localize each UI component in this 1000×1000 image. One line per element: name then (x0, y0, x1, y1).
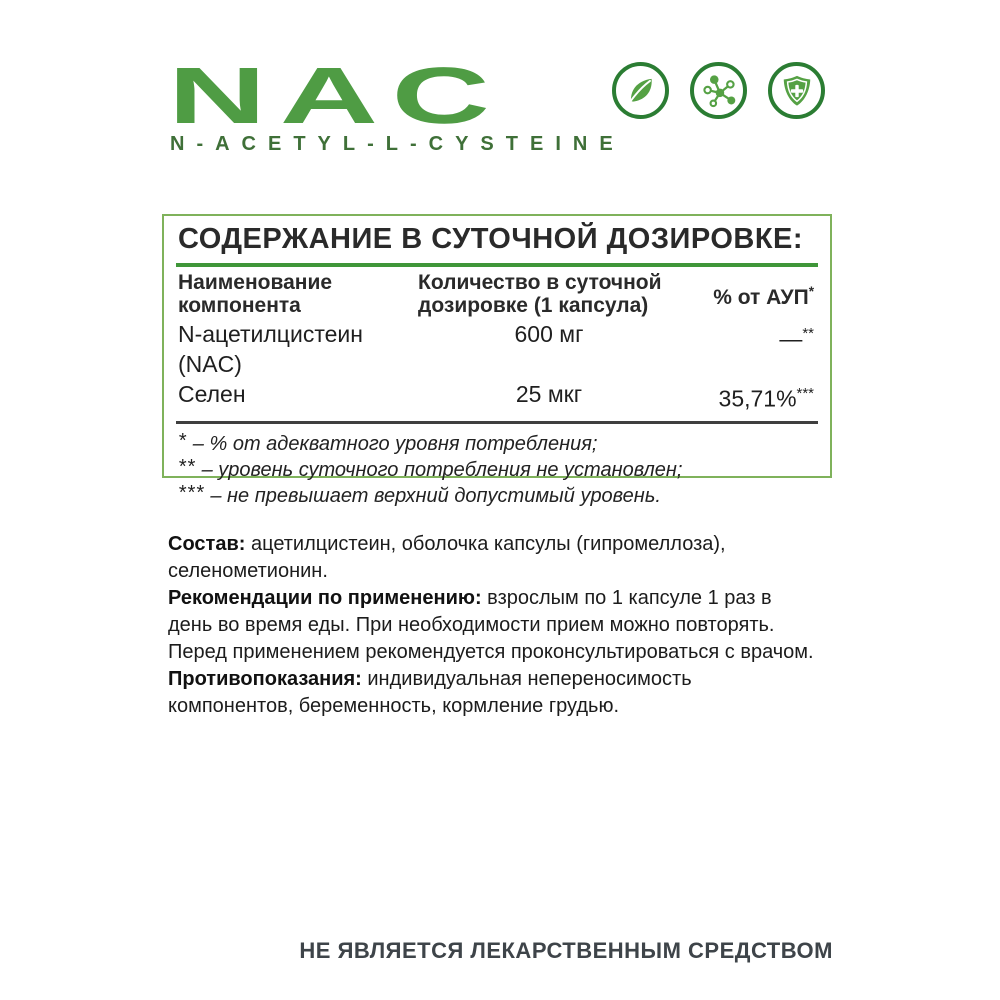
component-percent (680, 379, 814, 414)
composition-paragraph (168, 531, 820, 585)
component-amount: 25 мкг (515, 381, 583, 407)
percent-value: 35,71% (718, 385, 797, 412)
component-amount: 600 мг (514, 321, 584, 347)
footnote-text: – не превышает верхний допустимый уровень. (210, 484, 661, 507)
contraindications-paragraph (168, 666, 820, 720)
footnote-line (178, 483, 816, 509)
footnote-marker: ** (178, 455, 196, 478)
column-header-amount: Количество в суточной дозировке (1 капсула) (418, 271, 662, 317)
molecule-badge (690, 62, 747, 119)
usage-info-block (168, 531, 820, 720)
natural-badge (612, 62, 669, 119)
contraindications-label: Противопоказания: (168, 668, 362, 690)
footnote-marker: *** (178, 481, 205, 504)
badge-icons-row (612, 62, 825, 119)
shield-plus-icon (779, 73, 815, 109)
molecule-icon (701, 73, 737, 109)
percent-footnote-mark: *** (796, 385, 814, 402)
percent-footnote-mark: ** (802, 325, 814, 342)
green-divider (176, 263, 818, 267)
footnote-text: – уровень суточного потребления не установлен; (201, 458, 683, 481)
brand-logo: NAC (168, 51, 504, 140)
column-header-percent (680, 280, 814, 309)
recommendations-label: Рекомендации по применению: (168, 587, 482, 609)
footnote-line (178, 431, 816, 457)
composition-label: Состав: (168, 533, 246, 555)
component-name: N-ацетилцистеин (NAC) (178, 321, 363, 377)
component-percent (680, 319, 814, 379)
protection-badge (768, 62, 825, 119)
footnotes-block (178, 431, 816, 509)
table-body (164, 319, 830, 414)
column-header-component: Наименование компонента (178, 271, 333, 317)
column-header-percent-label: % от АУП (713, 285, 809, 309)
footnote-line (178, 457, 816, 483)
table-header-row (164, 271, 830, 317)
contraindications-text: индивидуальная непереносимость компонентов, беременность, кормление грудью. (168, 668, 692, 717)
footnote-marker: * (178, 429, 187, 452)
recommendations-text: взрослым по 1 капсуле 1 раз в день во время еды. При необходимости прием можно повторять. Перед применением рекомендуется проконсультироваться с врачом. (168, 587, 814, 663)
dosage-table-box (162, 214, 832, 507)
column-header-percent-footnote-mark: * (808, 283, 814, 299)
composition-text: ацетилцистеин, оболочка капсулы (гипромеллоза), селенометионин. (168, 533, 726, 582)
leaf-icon (623, 73, 659, 109)
disclaimer-text: НЕ ЯВЛЯЕТСЯ ЛЕКАРСТВЕННЫМ СРЕДСТВОМ (299, 938, 833, 963)
dark-divider (176, 421, 818, 424)
component-name: Селен (178, 381, 246, 407)
table-row-nac (164, 319, 830, 379)
dosage-table-title: СОДЕРЖАНИЕ В СУТОЧНОЙ ДОЗИРОВКЕ: (178, 223, 804, 255)
table-row-selenium (164, 379, 830, 414)
footnote-text: – % от адекватного уровня потребления; (192, 432, 598, 455)
brand-subtitle: N-ACETYL-L-CYSTEINE (170, 133, 625, 155)
percent-value: — (779, 325, 803, 352)
recommendations-paragraph (168, 585, 820, 666)
